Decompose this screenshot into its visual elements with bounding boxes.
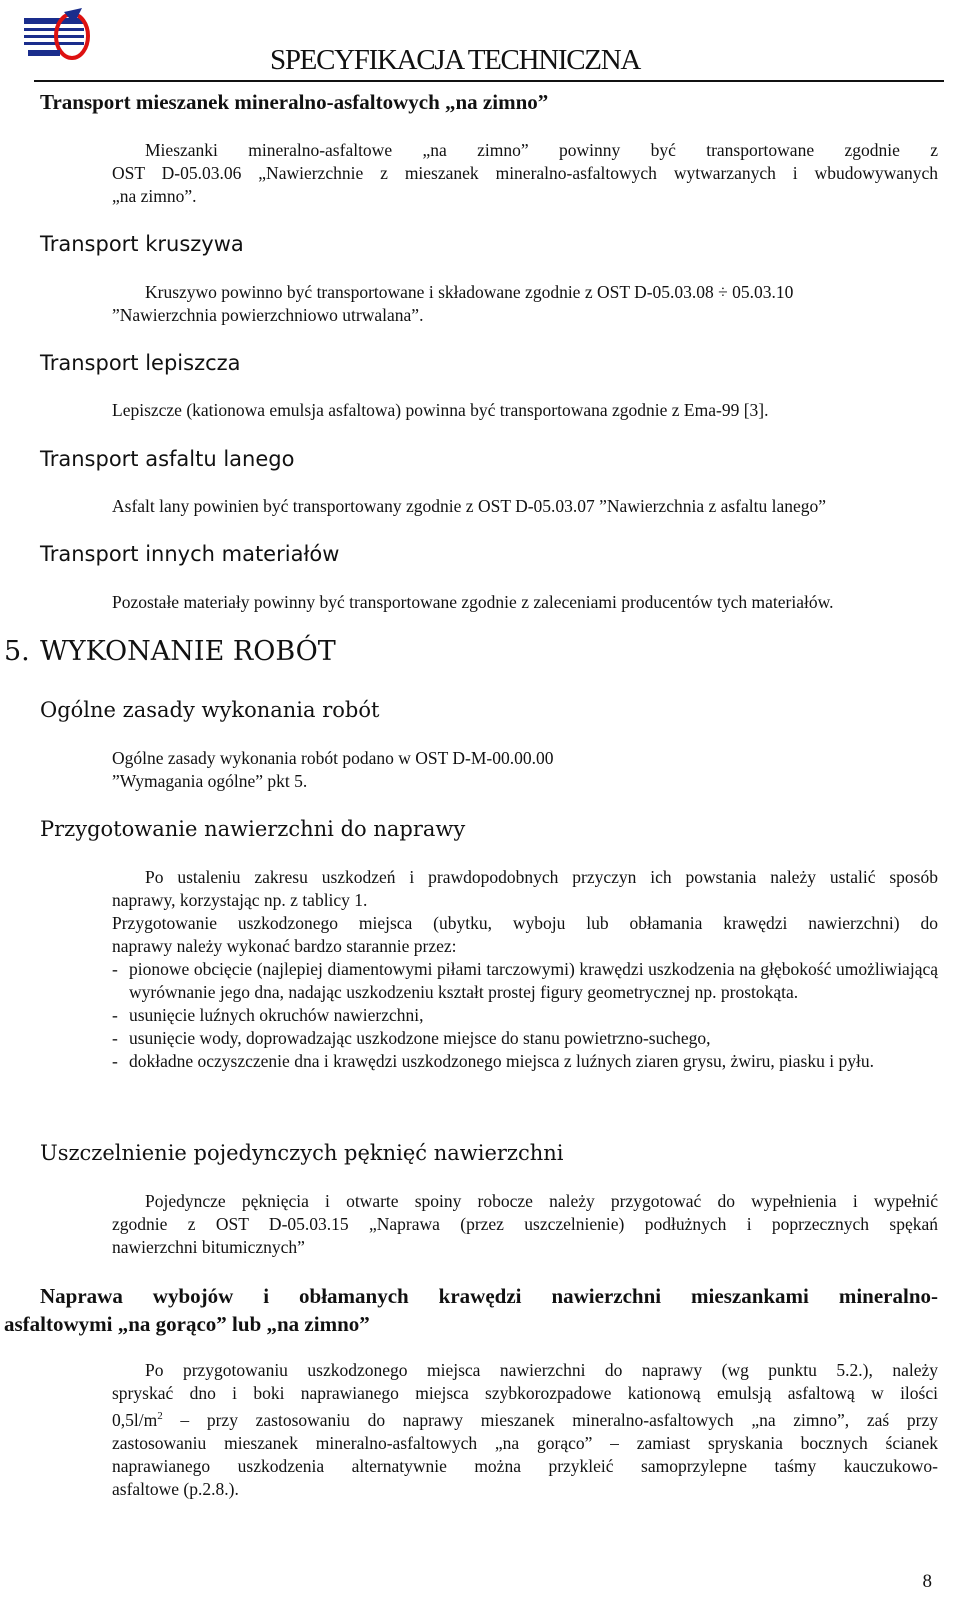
section-heading-wykonanie: WYKONANIE ROBÓT bbox=[40, 636, 336, 667]
heading-transport-kruszywa: Transport kruszywa bbox=[40, 232, 244, 256]
paragraph-kruszywo-line1: Kruszywo powinno być transportowane i składowane zgodnie z OST D-05.03.08 ÷ 05.03.10 bbox=[145, 282, 794, 302]
paragraph-kruszywo-line2: ”Nawierzchnia powierzchniowo utrwalana”. bbox=[112, 305, 424, 325]
heading-przygotowanie: Przygotowanie nawierzchni do naprawy bbox=[40, 817, 466, 841]
paragraph-inne-materialy: Pozostałe materiały powinny być transportowane zgodnie z zaleceniami producentów tych materiałów. bbox=[112, 592, 834, 612]
paragraph-przygotowanie-2: Przygotowanie uszkodzonego miejsca (ubytku, wyboju lub obłamania krawędzi nawierzchni) do naprawy należy wykonać bardzo starannie przez: bbox=[112, 913, 938, 956]
heading-transport-lepiszcza: Transport lepiszcza bbox=[40, 351, 241, 375]
heading-transport-innych: Transport innych materiałów bbox=[40, 542, 340, 566]
section-number: 5. bbox=[4, 636, 30, 667]
list-item: - dokładne oczyszczenie dna i krawędzi uszkodzonego miejsca z luźnych ziaren grysu, żwiru, piasku i pyłu. bbox=[112, 1051, 874, 1071]
page-number: 8 bbox=[922, 1571, 932, 1592]
list-item: - usunięcie luźnych okruchów nawierzchni, bbox=[112, 1005, 424, 1025]
paragraph-przygotowanie-1: Po ustaleniu zakresu uszkodzeń i prawdopodobnych przyczyn ich powstania należy ustalić sposób naprawy, korzystając np. z tablicy 1. bbox=[112, 867, 938, 910]
paragraph-asfalt: Asfalt lany powinien być transportowany zgodnie z OST D-05.03.07 ”Nawierzchnia z asfaltu lanego” bbox=[112, 496, 827, 516]
paragraph-lepiszcze: Lepiszcze (kationowa emulsja asfaltowa) powinna być transportowana zgodnie z Ema-99 [3]. bbox=[112, 400, 769, 420]
paragraph-ogolne-line1: Ogólne zasady wykonania robót podano w OST D-M-00.00.00 bbox=[112, 748, 554, 768]
heading-transport-asfaltu: Transport asfaltu lanego bbox=[40, 447, 295, 471]
list-item: - usunięcie wody, doprowadzając uszkodzone miejsce do stanu powietrzno-suchego, bbox=[112, 1028, 711, 1048]
paragraph-naprawa: Po przygotowaniu uszkodzonego miejsca nawierzchni do naprawy (wg punktu 5.2.), należy spryskać dno i boki naprawianego miejsca szybkorozpadowe kationową emulsją asfaltową w ilości $0,5l/m^2$ – przy zastosowaniu do naprawy mieszanek mineralno-asfaltowych „na zimno”, zaś przy zastosowaniu mieszanek mineralno-asfaltowych „na gorąco” – zamiast spryskania bocznych ścianek naprawianego uszkodzenia alternatywnie można przykleić samoprzylepne taśmy kauczukowo- asfaltowe (p.2.8.). bbox=[112, 1360, 938, 1499]
heading-uszczelnienie: Uszczelnienie pojedynczych pęknięć nawierzchni bbox=[40, 1141, 564, 1165]
list-item: - pionowe obcięcie (najlepiej diamentowymi piłami tarczowymi) krawędzi uszkodzenia na głębokość umożliwiającą wyrównanie jego dna, nadając uszkodzeniu kształt prostej figury geometrycznej np. prostokąta. bbox=[112, 959, 938, 1002]
paragraph-transport-mieszanek: Mieszanki mineralno-asfaltowe „na zimno” powinny być transportowane zgodnie z OST D-05.03.06 „Nawierzchnie z mieszanek mineralno-asfaltowych wytwarzanych i wbudowywanych „na zimno”. bbox=[112, 140, 938, 206]
paragraph-uszczelnienie: Pojedyncze pęknięcia i otwarte spoiny robocze należy przygotować do wypełnienia i wypełnić zgodnie z OST D-05.03.15 „Naprawa (przez uszczelnienie) podłużnych i poprzecznych spękań nawierzchni bitumicznych” bbox=[112, 1191, 938, 1257]
header-divider bbox=[34, 80, 944, 82]
heading-transport-mieszanek: Transport mieszanek mineralno-asfaltowych „na zimno” bbox=[40, 90, 549, 114]
preparation-steps-list bbox=[112, 958, 938, 1073]
heading-naprawa: Naprawa wybojów i obłamanych krawędzi nawierzchni mieszankami mineralno- asfaltowymi „na gorąco” lub „na zimno” bbox=[4, 1284, 938, 1336]
document-title: SPECYFIKACJA TECHNICZNA bbox=[270, 44, 640, 76]
heading-ogolne-zasady: Ogólne zasady wykonania robót bbox=[40, 698, 380, 722]
company-logo bbox=[22, 4, 94, 66]
paragraph-ogolne-line2: ”Wymagania ogólne” pkt 5. bbox=[112, 771, 308, 791]
